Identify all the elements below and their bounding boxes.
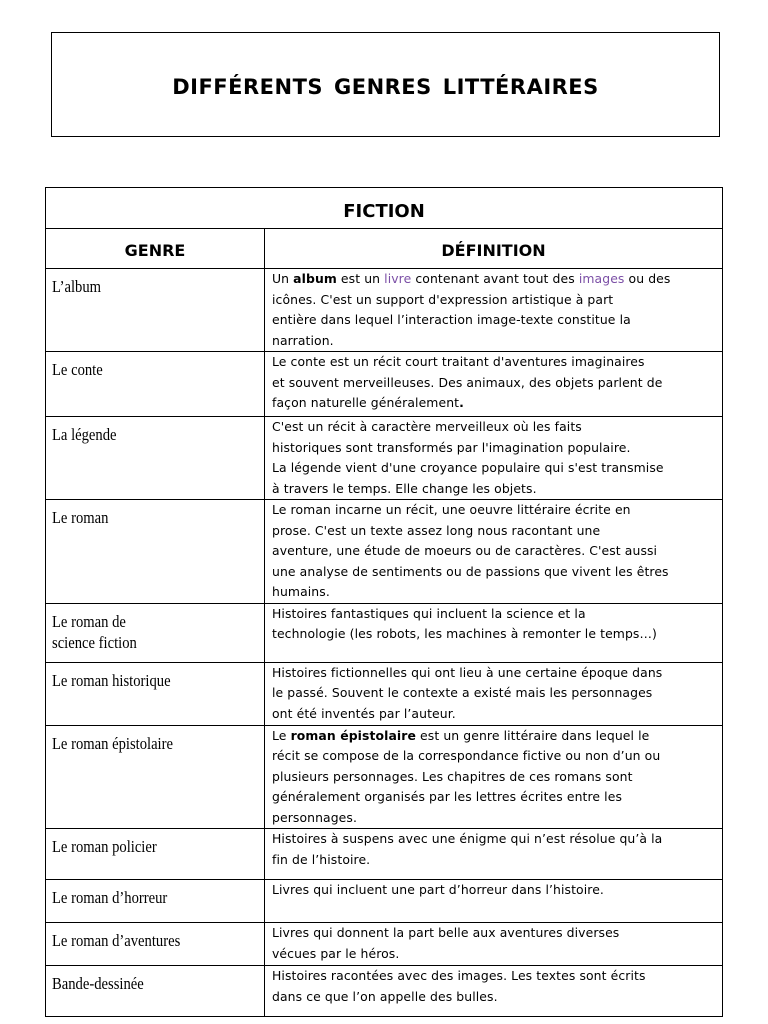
genre-cell (46, 352, 265, 417)
definition-text: narration. (272, 332, 334, 348)
genre-cell (46, 662, 265, 725)
genre-cell (46, 880, 265, 923)
definition-text: Histoires fictionnelles qui ont lieu à une certaine époque dans (272, 664, 663, 680)
definition-line (272, 944, 717, 965)
definition-line (272, 746, 717, 767)
definition-text: une analyse de sentiments ou de passions que vivent les êtres (272, 563, 669, 579)
definition-text: Histoires fantastiques qui incluent la science et la (272, 605, 586, 621)
definition-line (272, 923, 717, 944)
genre-cell (46, 500, 265, 604)
genre-label: Le conte (52, 360, 103, 379)
definition-line (272, 850, 717, 871)
definition-line (272, 500, 717, 521)
definition-text: contenant avant tout des (411, 271, 579, 286)
definition-line (272, 393, 717, 414)
definition-line (272, 562, 717, 583)
definition-text: fin de l’histoire. (272, 851, 371, 867)
definition-line (272, 880, 717, 901)
definition-text: et souvent merveilleuses. Des animaux, des objets parlent de (272, 374, 663, 390)
genre-cell (46, 829, 265, 880)
definition-text: technologie (les robots, les machines à remonter le temps…) (272, 626, 657, 641)
genre-cell (46, 603, 265, 662)
definition-text: icônes. C'est un support d'expression artistique à part (272, 291, 614, 307)
definition-line (272, 787, 717, 808)
definition-text: entière dans lequel l’interaction image-texte constitue la (272, 312, 631, 327)
definition-cell (265, 923, 723, 966)
definition-line (272, 966, 717, 987)
definition-line (272, 683, 717, 704)
genre-label: Le roman policier (52, 837, 157, 856)
definition-line (272, 373, 717, 394)
genre-cell (46, 725, 265, 829)
genre-label: Le roman de science fiction (52, 611, 137, 652)
genre-label: Le roman (52, 508, 109, 527)
definition-text: historiques sont transformés par l'imagination populaire. (272, 439, 631, 455)
table-row (46, 966, 723, 1017)
table-row (46, 500, 723, 604)
table-row (46, 417, 723, 500)
definition-line (272, 663, 717, 684)
genre-cell (46, 923, 265, 966)
definition-cell (265, 966, 723, 1017)
genre-cell (46, 417, 265, 500)
genre-cell (46, 269, 265, 352)
definition-text: le passé. Souvent le contexte a existé mais les personnages (272, 685, 653, 700)
definition-text: est un (336, 271, 385, 286)
definition-line (272, 541, 717, 562)
genre-cell (46, 966, 265, 1017)
definition-cell (265, 417, 723, 500)
definition-cell (265, 352, 723, 417)
title-box (51, 32, 720, 137)
definition-line (272, 352, 717, 373)
definition-text: album (293, 271, 337, 286)
genre-label: Le roman épistolaire (52, 733, 173, 753)
definition-line (272, 290, 717, 311)
table-row (46, 923, 723, 966)
definition-line (272, 704, 717, 725)
definition-text: C'est un récit à caractère merveilleux où les faits (272, 419, 582, 434)
definition-line (272, 331, 717, 352)
definition-text: Le (272, 727, 291, 743)
definition-link[interactable]: images (578, 271, 625, 286)
definition-text: Histoires à suspens avec une énigme qui n’est résolue qu’à la (272, 831, 663, 846)
definition-line (272, 269, 717, 290)
definition-text: . (459, 395, 464, 410)
definition-line (272, 479, 717, 500)
genre-label: L’album (52, 277, 102, 296)
definition-text: à travers le temps. Elle change les objets. (272, 480, 537, 496)
table-row (46, 603, 723, 662)
definition-text: façon naturelle généralement (272, 395, 460, 410)
definition-text: Livres qui donnent la part belle aux aventures diverses (272, 925, 620, 940)
table-row (46, 662, 723, 725)
definition-line (272, 829, 717, 850)
genre-label: Le roman historique (52, 670, 171, 690)
definition-text: roman épistolaire (290, 727, 416, 743)
definition-text: récit se compose de la correspondance fictive ou non d’un ou (272, 748, 661, 763)
definition-line (272, 624, 717, 645)
definition-text: La légende vient d'une croyance populaire qui s'est transmise (272, 460, 664, 475)
definition-line (272, 726, 717, 747)
definition-text: prose. C'est un texte assez long nous racontant une (272, 522, 601, 538)
definition-line (272, 767, 717, 788)
definition-text: personnages. (272, 809, 357, 825)
definition-line (272, 808, 717, 829)
section-title: fiction (46, 188, 723, 229)
table-row (46, 829, 723, 880)
definition-line (272, 582, 717, 603)
definition-cell (265, 725, 723, 829)
definition-text: Livres qui incluent une part d’horreur dans l’histoire. (272, 882, 604, 897)
definition-line (272, 438, 717, 459)
genre-label: Bande-dessinée (52, 974, 144, 993)
table-row (46, 725, 723, 829)
definition-cell (265, 603, 723, 662)
genres-table (45, 187, 723, 1017)
definition-text: plusieurs personnages. Les chapitres de ces romans sont (272, 768, 633, 784)
definition-cell (265, 269, 723, 352)
definition-text: Le roman incarne un récit, une oeuvre littéraire écrite en (272, 502, 631, 517)
definition-cell (265, 829, 723, 880)
definition-text: Un (272, 271, 294, 286)
section-header-row (46, 188, 723, 229)
table-row (46, 352, 723, 417)
definition-line (272, 987, 717, 1008)
table-row (46, 269, 723, 352)
definition-link[interactable]: livre (384, 271, 412, 286)
page-title: différents genres littéraires (172, 67, 599, 102)
definition-text: dans ce que l’on appelle des bulles. (272, 988, 498, 1004)
genre-label: La légende (52, 425, 117, 444)
genre-label: Le roman d’horreur (52, 888, 168, 907)
definition-line (272, 521, 717, 542)
definition-text: est un genre littéraire dans lequel le (416, 727, 650, 743)
definition-text: ont été inventés par l’auteur. (272, 705, 456, 721)
definition-text: Histoires racontées avec des images. Les textes sont écrits (272, 968, 646, 983)
definition-text: généralement organisés par les lettres écrites entre les (272, 789, 623, 804)
definition-line (272, 458, 717, 479)
column-header-row (46, 229, 723, 269)
definition-cell (265, 880, 723, 923)
definition-text: Le conte est un récit court traitant d'aventures imaginaires (272, 354, 645, 369)
definition-text: ou des (624, 271, 671, 286)
column-header-genre: genre (46, 229, 265, 269)
definition-line (272, 310, 717, 331)
definition-text: aventure, une étude de moeurs ou de caractères. C'est aussi (272, 543, 658, 558)
definition-text: humains. (272, 584, 330, 599)
definition-line (272, 604, 717, 625)
definition-cell (265, 662, 723, 725)
definition-text: vécues par le héros. (272, 945, 400, 961)
definition-cell (265, 500, 723, 604)
table-row (46, 880, 723, 923)
genre-label: Le roman d’aventures (52, 931, 181, 950)
column-header-definition: définition (265, 229, 723, 269)
definition-line (272, 417, 717, 438)
